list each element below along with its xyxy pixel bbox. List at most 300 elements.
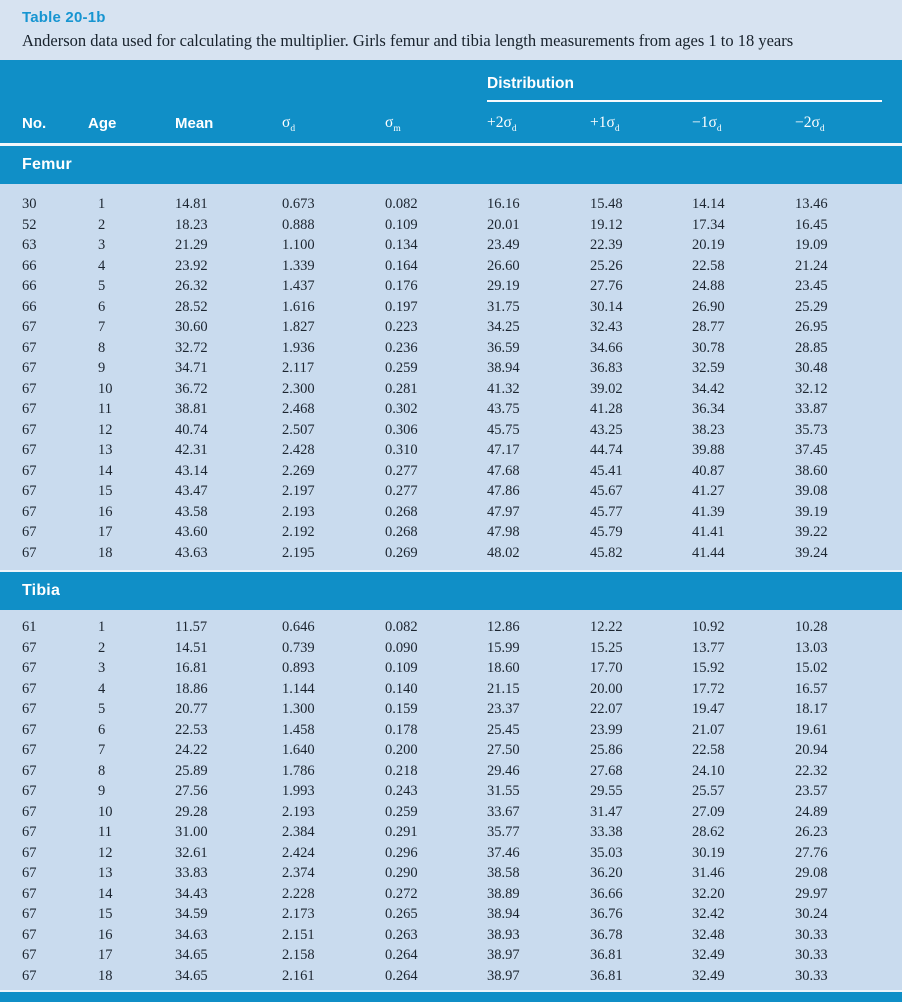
cell: 42.31 xyxy=(175,442,208,458)
cell: 18 xyxy=(98,967,113,984)
cell: 2.374 xyxy=(282,865,315,881)
cell: 1 xyxy=(98,196,106,212)
cell: 67 xyxy=(22,865,37,881)
cell: 38.97 xyxy=(487,947,520,963)
cell: 32.49 xyxy=(692,947,725,963)
cell: 31.55 xyxy=(487,783,520,799)
cell: 39.22 xyxy=(795,524,828,540)
cell: 13 xyxy=(98,442,113,458)
table-row xyxy=(0,884,902,905)
cell: 24.89 xyxy=(795,803,828,820)
section-label: Femur xyxy=(22,156,72,173)
cell: 0.281 xyxy=(385,380,418,397)
cell: 32.49 xyxy=(692,967,725,984)
cell: 36.78 xyxy=(590,926,623,943)
cell: 14.81 xyxy=(175,196,208,212)
cell: 67 xyxy=(22,803,37,820)
cell: 1.437 xyxy=(282,278,315,294)
cell: 39.88 xyxy=(692,442,725,458)
cell: 23.57 xyxy=(795,783,828,799)
cell: 1.144 xyxy=(282,680,315,697)
table-row xyxy=(0,761,902,782)
cell: 0.277 xyxy=(385,462,418,479)
cell: 0.082 xyxy=(385,619,418,635)
cell: 41.39 xyxy=(692,503,725,520)
cell: 38.81 xyxy=(175,401,208,417)
cell: 25.26 xyxy=(590,257,623,274)
cell: 0.264 xyxy=(385,947,418,963)
cell: 0.302 xyxy=(385,401,418,417)
cell: 12.22 xyxy=(590,619,623,635)
cell: 33.67 xyxy=(487,803,520,820)
cell: 0.259 xyxy=(385,360,418,376)
cell: 43.60 xyxy=(175,524,208,540)
cell: 0.134 xyxy=(385,237,418,253)
cell: 41.32 xyxy=(487,380,520,397)
table-row xyxy=(0,925,902,946)
cell: 14.51 xyxy=(175,639,208,656)
cell: 43.14 xyxy=(175,462,208,479)
cell: 6 xyxy=(98,721,106,738)
cell: 22.58 xyxy=(692,742,725,758)
cell: 67 xyxy=(22,380,37,397)
section-header-tibia xyxy=(0,572,902,610)
cell: 0.310 xyxy=(385,442,418,458)
cell: 27.68 xyxy=(590,762,623,779)
cell: 34.71 xyxy=(175,360,208,376)
cell: 15.92 xyxy=(692,660,725,676)
cell: 36.66 xyxy=(590,885,623,902)
cell: 26.90 xyxy=(692,298,725,315)
cell: 29.08 xyxy=(795,865,828,881)
cell: 0.164 xyxy=(385,257,418,274)
table-row xyxy=(0,720,902,741)
column-header: Age xyxy=(88,115,117,132)
table-row xyxy=(0,358,902,379)
cell: 2 xyxy=(98,639,106,656)
cell: 17 xyxy=(98,524,113,540)
table-row xyxy=(0,522,902,543)
cell: 30.24 xyxy=(795,906,828,922)
cell: 39.08 xyxy=(795,483,828,499)
tibia-data-block xyxy=(0,610,902,990)
column-header-row xyxy=(0,60,902,143)
cell: 1.300 xyxy=(282,701,315,717)
cell: 41.44 xyxy=(692,544,725,561)
cell: 63 xyxy=(22,237,37,253)
table-row xyxy=(0,904,902,925)
cell: 27.76 xyxy=(590,278,623,294)
cell: 24.10 xyxy=(692,762,725,779)
cell: 2.197 xyxy=(282,483,315,499)
cell: 0.176 xyxy=(385,278,418,294)
table-row xyxy=(0,317,902,338)
table-row xyxy=(0,379,902,400)
cell: 4 xyxy=(98,680,106,697)
cell: 33.87 xyxy=(795,401,828,417)
bottom-accent-bar xyxy=(0,992,902,1002)
cell: 0.673 xyxy=(282,196,315,212)
table-row xyxy=(0,617,902,638)
cell: 30.19 xyxy=(692,844,725,861)
cell: 6 xyxy=(98,298,106,315)
cell: 0.223 xyxy=(385,319,418,335)
table-row xyxy=(0,863,902,884)
table-row xyxy=(0,781,902,802)
cell: 34.25 xyxy=(487,319,520,335)
cell: 0.082 xyxy=(385,196,418,212)
cell: 39.24 xyxy=(795,544,828,561)
cell: 25.89 xyxy=(175,762,208,779)
cell: 39.19 xyxy=(795,503,828,520)
cell: 38.60 xyxy=(795,462,828,479)
cell: 27.76 xyxy=(795,844,828,861)
cell: 23.99 xyxy=(590,721,623,738)
cell: 0.259 xyxy=(385,803,418,820)
cell: 38.94 xyxy=(487,360,520,376)
table-row xyxy=(0,399,902,420)
cell: 0.236 xyxy=(385,339,418,356)
cell: 0.888 xyxy=(282,216,315,233)
cell: 35.03 xyxy=(590,844,623,861)
cell: 16 xyxy=(98,926,113,943)
table-row xyxy=(0,194,902,215)
cell: 1.640 xyxy=(282,742,315,758)
table-row xyxy=(0,481,902,502)
table-row xyxy=(0,802,902,823)
cell: 31.75 xyxy=(487,298,520,315)
cell: 0.893 xyxy=(282,660,315,676)
cell: 32.43 xyxy=(590,319,623,335)
cell: 33.38 xyxy=(590,824,623,840)
cell: 0.306 xyxy=(385,421,418,438)
cell: 0.200 xyxy=(385,742,418,758)
cell: 29.46 xyxy=(487,762,520,779)
cell: 67 xyxy=(22,319,37,335)
cell: 34.42 xyxy=(692,380,725,397)
cell: 67 xyxy=(22,544,37,561)
cell: 26.32 xyxy=(175,278,208,294)
cell: 43.58 xyxy=(175,503,208,520)
cell: 36.59 xyxy=(487,339,520,356)
cell: 41.28 xyxy=(590,401,623,417)
cell: 67 xyxy=(22,906,37,922)
cell: 67 xyxy=(22,660,37,676)
cell: 67 xyxy=(22,701,37,717)
cell: 66 xyxy=(22,278,37,294)
table-row xyxy=(0,256,902,277)
cell: 2.507 xyxy=(282,421,315,438)
table-caption xyxy=(0,0,902,60)
cell: 18.17 xyxy=(795,701,828,717)
table-row xyxy=(0,966,902,987)
cell: 15.48 xyxy=(590,196,623,212)
cell: 67 xyxy=(22,360,37,376)
cell: 0.218 xyxy=(385,762,418,779)
cell: 24.88 xyxy=(692,278,725,294)
cell: 1.616 xyxy=(282,298,315,315)
cell: 29.28 xyxy=(175,803,208,820)
cell: 45.82 xyxy=(590,544,623,561)
cell: 47.97 xyxy=(487,503,520,520)
cell: 18.23 xyxy=(175,216,208,233)
cell: 16.45 xyxy=(795,216,828,233)
cell: 67 xyxy=(22,680,37,697)
cell: 2.300 xyxy=(282,380,315,397)
cell: 2.424 xyxy=(282,844,315,861)
cell: 30.33 xyxy=(795,947,828,963)
cell: 32.42 xyxy=(692,906,725,922)
cell: 2.192 xyxy=(282,524,315,540)
cell: 47.68 xyxy=(487,462,520,479)
cell: 0.277 xyxy=(385,483,418,499)
cell: 29.19 xyxy=(487,278,520,294)
cell: 36.72 xyxy=(175,380,208,397)
cell: 47.17 xyxy=(487,442,520,458)
cell: 67 xyxy=(22,421,37,438)
cell: 0.263 xyxy=(385,926,418,943)
cell: 61 xyxy=(22,619,37,635)
column-header: $+1\sigma_d$ xyxy=(590,114,620,135)
cell: 32.20 xyxy=(692,885,725,902)
cell: 22.58 xyxy=(692,257,725,274)
distribution-label: Distribution xyxy=(487,75,574,92)
cell: 20.00 xyxy=(590,680,623,697)
cell: 34.65 xyxy=(175,967,208,984)
cell: 41.27 xyxy=(692,483,725,499)
cell: 36.81 xyxy=(590,947,623,963)
cell: 11.57 xyxy=(175,619,208,635)
cell: 19.09 xyxy=(795,237,828,253)
cell: 66 xyxy=(22,298,37,315)
cell: 28.52 xyxy=(175,298,208,315)
cell: 1.993 xyxy=(282,783,315,799)
cell: 67 xyxy=(22,824,37,840)
cell: 0.109 xyxy=(385,216,418,233)
cell: 48.02 xyxy=(487,544,520,561)
cell: 3 xyxy=(98,660,106,676)
cell: 30.33 xyxy=(795,926,828,943)
table-row xyxy=(0,822,902,843)
cell: 2.117 xyxy=(282,360,315,376)
cell: 23.45 xyxy=(795,278,828,294)
cell: 2.228 xyxy=(282,885,315,902)
cell: 39.02 xyxy=(590,380,623,397)
table-row xyxy=(0,276,902,297)
cell: 27.50 xyxy=(487,742,520,758)
cell: 32.61 xyxy=(175,844,208,861)
cell: 67 xyxy=(22,844,37,861)
cell: 12 xyxy=(98,421,113,438)
cell: 16.16 xyxy=(487,196,520,212)
cell: 47.98 xyxy=(487,524,520,540)
cell: 67 xyxy=(22,442,37,458)
cell: 67 xyxy=(22,339,37,356)
cell: 5 xyxy=(98,701,106,717)
cell: 0.646 xyxy=(282,619,315,635)
cell: 67 xyxy=(22,967,37,984)
table-row xyxy=(0,843,902,864)
cell: 10 xyxy=(98,803,113,820)
cell: 37.45 xyxy=(795,442,828,458)
cell: 36.34 xyxy=(692,401,725,417)
cell: 0.197 xyxy=(385,298,418,315)
cell: 67 xyxy=(22,401,37,417)
cell: 15 xyxy=(98,906,113,922)
cell: 67 xyxy=(22,762,37,779)
cell: 13.03 xyxy=(795,639,828,656)
cell: 18.86 xyxy=(175,680,208,697)
column-header: $+2\sigma_d$ xyxy=(487,114,517,135)
cell: 2.161 xyxy=(282,967,315,984)
cell: 67 xyxy=(22,947,37,963)
cell: 38.89 xyxy=(487,885,520,902)
cell: 22.32 xyxy=(795,762,828,779)
cell: 67 xyxy=(22,524,37,540)
table-row xyxy=(0,440,902,461)
cell: 38.93 xyxy=(487,926,520,943)
cell: 28.77 xyxy=(692,319,725,335)
cell: 24.22 xyxy=(175,742,208,758)
cell: 30.60 xyxy=(175,319,208,335)
distribution-group-header xyxy=(487,60,882,102)
cell: 13.77 xyxy=(692,639,725,656)
column-header: Mean xyxy=(175,115,214,132)
cell: 12 xyxy=(98,844,113,861)
cell: 0.296 xyxy=(385,844,418,861)
cell: 19.47 xyxy=(692,701,725,717)
cell: 0.140 xyxy=(385,680,418,697)
cell: 29.97 xyxy=(795,885,828,902)
cell: 67 xyxy=(22,926,37,943)
cell: 67 xyxy=(22,503,37,520)
cell: 40.74 xyxy=(175,421,208,438)
cell: 67 xyxy=(22,483,37,499)
cell: 43.25 xyxy=(590,421,623,438)
cell: 0.268 xyxy=(385,524,418,540)
cell: 15 xyxy=(98,483,113,499)
cell: 26.95 xyxy=(795,319,828,335)
cell: 2.384 xyxy=(282,824,315,840)
cell: 23.92 xyxy=(175,257,208,274)
column-header: $-2\sigma_d$ xyxy=(795,114,825,135)
cell: 0.291 xyxy=(385,824,418,840)
cell: 17.70 xyxy=(590,660,623,676)
cell: 44.74 xyxy=(590,442,623,458)
cell: 0.268 xyxy=(385,503,418,520)
cell: 13.46 xyxy=(795,196,828,212)
cell: 21.29 xyxy=(175,237,208,253)
table-row xyxy=(0,215,902,236)
cell: 25.57 xyxy=(692,783,725,799)
table-row xyxy=(0,679,902,700)
table-row xyxy=(0,235,902,256)
cell: 2.158 xyxy=(282,947,315,963)
cell: 43.63 xyxy=(175,544,208,561)
cell: 10.92 xyxy=(692,619,725,635)
cell: 67 xyxy=(22,462,37,479)
cell: 8 xyxy=(98,339,106,356)
cell: 7 xyxy=(98,319,106,335)
cell: 45.77 xyxy=(590,503,623,520)
column-header: $\sigma_d$ xyxy=(282,114,296,135)
cell: 2.173 xyxy=(282,906,315,922)
cell: 0.090 xyxy=(385,639,418,656)
cell: 34.43 xyxy=(175,885,208,902)
table-row xyxy=(0,638,902,659)
cell: 8 xyxy=(98,762,106,779)
cell: 38.94 xyxy=(487,906,520,922)
cell: 2.151 xyxy=(282,926,315,943)
cell: 25.86 xyxy=(590,742,623,758)
cell: 20.01 xyxy=(487,216,520,233)
cell: 67 xyxy=(22,639,37,656)
cell: 13 xyxy=(98,865,113,881)
cell: 15.99 xyxy=(487,639,520,656)
cell: 20.94 xyxy=(795,742,828,758)
cell: 18.60 xyxy=(487,660,520,676)
cell: 29.55 xyxy=(590,783,623,799)
cell: 0.739 xyxy=(282,639,315,656)
cell: 30.78 xyxy=(692,339,725,356)
cell: 1.100 xyxy=(282,237,315,253)
cell: 0.159 xyxy=(385,701,418,717)
cell: 21.24 xyxy=(795,257,828,274)
cell: 17.72 xyxy=(692,680,725,697)
cell: 43.75 xyxy=(487,401,520,417)
cell: 2.193 xyxy=(282,803,315,820)
table-row xyxy=(0,461,902,482)
cell: 67 xyxy=(22,783,37,799)
cell: 10.28 xyxy=(795,619,828,635)
cell: 2.195 xyxy=(282,544,315,561)
cell: 52 xyxy=(22,216,37,233)
cell: 31.46 xyxy=(692,865,725,881)
table-description: Anderson data used for calculating the multiplier. Girls femur and tibia length measurements from ages 1 to 18 years xyxy=(22,31,794,50)
cell: 36.83 xyxy=(590,360,623,376)
cell: 18 xyxy=(98,544,113,561)
table-row xyxy=(0,740,902,761)
cell: 9 xyxy=(98,360,106,376)
cell: 30 xyxy=(22,196,37,212)
cell: 2.269 xyxy=(282,462,315,479)
cell: 25.29 xyxy=(795,298,828,315)
cell: 21.15 xyxy=(487,680,520,697)
cell: 45.67 xyxy=(590,483,623,499)
cell: 2 xyxy=(98,216,106,233)
cell: 34.59 xyxy=(175,906,208,922)
cell: 67 xyxy=(22,721,37,738)
cell: 32.12 xyxy=(795,380,828,397)
cell: 1.458 xyxy=(282,721,315,738)
table-row xyxy=(0,543,902,564)
cell: 17 xyxy=(98,947,113,963)
cell: 0.265 xyxy=(385,906,418,922)
cell: 34.66 xyxy=(590,339,623,356)
cell: 14 xyxy=(98,885,113,902)
cell: 40.87 xyxy=(692,462,725,479)
cell: 0.290 xyxy=(385,865,418,881)
cell: 16.81 xyxy=(175,660,208,676)
cell: 14.14 xyxy=(692,196,725,212)
cell: 20.77 xyxy=(175,701,208,717)
cell: 16 xyxy=(98,503,113,520)
cell: 67 xyxy=(22,742,37,758)
cell: 47.86 xyxy=(487,483,520,499)
table-row xyxy=(0,502,902,523)
cell: 1 xyxy=(98,619,106,635)
cell: 27.56 xyxy=(175,783,208,799)
